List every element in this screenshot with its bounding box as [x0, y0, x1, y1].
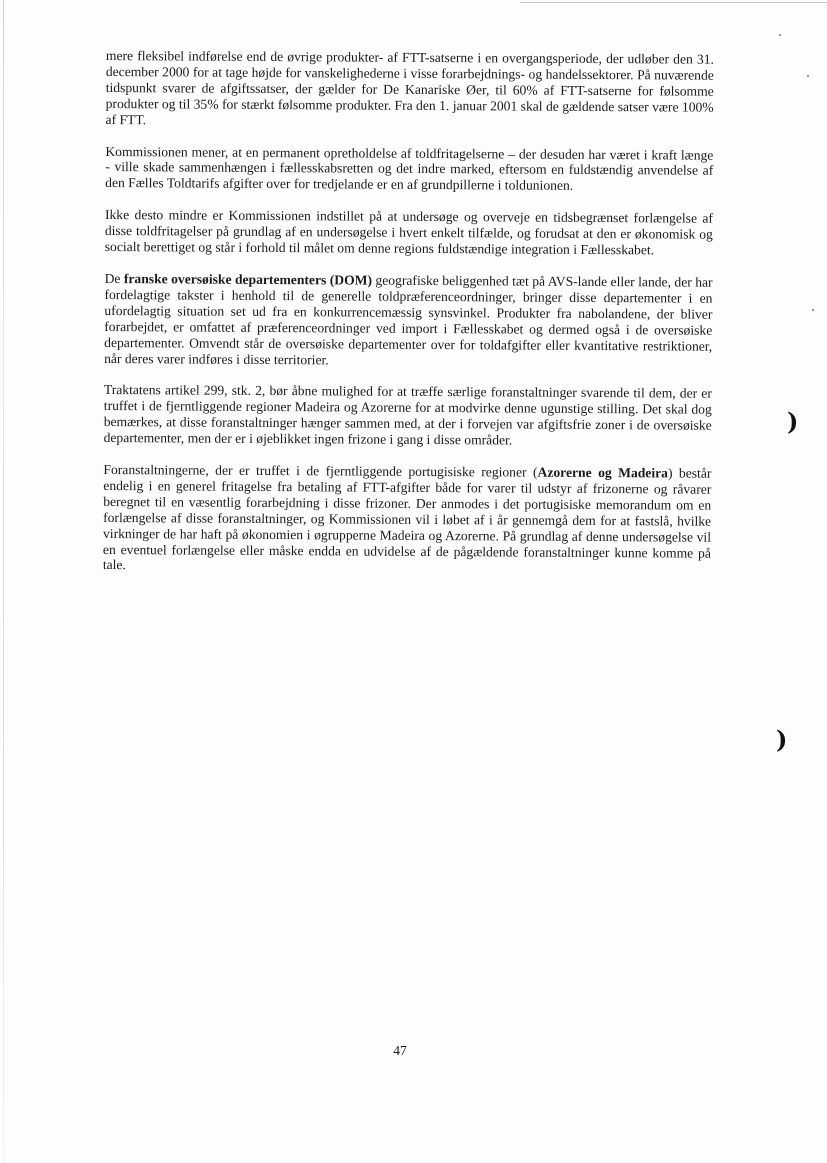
text-run: Traktatens artikel 299, stk. 2, bør åbne mulighed for at træffe særlige foranstaltninger svarende til dem, der er truffet i de fjerntliggende regioner Madeira og Azorerne for at modvirke denne ugunstige stilling. Det skal dog bemærkes, at disse foranstaltninger hænger sammen med, at der i forvejen var afgiftsfrie zoner i de oversøiske departementer, men der er i øjeblikket ingen frizone i gang i disse områder.	[103, 382, 712, 448]
text-run: Foranstaltningerne, der er truffet i de fjerntliggende portugisiske regioner (	[103, 462, 538, 480]
paragraph-2	[105, 144, 713, 195]
paragraph-6	[103, 462, 712, 577]
bold-text-run: franske oversøiske departementers (DOM)	[123, 271, 373, 288]
text-run: geografiske beliggenhed tæt på AVS-lande eller lande, der har fordelagtige takster i henhold til de generelle toldpræferenceordninger, bringer disse departementer i en ufordelagtig situation set ud fra en konkurrencemæssig synsvinkel. Produkter fra nabolandene, der bliver forarbejdet, er omfattet af præferenceordninger ved import i Fællesskabet og dermed også i de oversøiske departementer. Omvendt står de oversøiske departementer over for toldafgifter eller kvantitative restriktioner, når deres varer indføres i disse territorier.	[104, 272, 713, 367]
margin-bracket-mark: )	[787, 407, 799, 436]
scan-speck	[779, 34, 781, 36]
scan-edge-top	[520, 2, 827, 3]
text-run: De	[104, 270, 124, 287]
paragraph-3	[105, 207, 713, 258]
scan-edge-left	[3, 0, 4, 1163]
text-run: Ikke desto mindre er Kommissionen indstillet på at undersøge og overveje en tidsbegrænset forlængelse af disse toldfritagelser på grundlag af en undersøgelse i hvert enkelt tilfælde, og forudsat at den er økonomisk og socialt berettiget og står i forhold til målet om denne regions fuldstændige integration i Fællesskabet.	[104, 207, 714, 258]
bold-text-run: Azorerne og Madeira	[537, 464, 669, 481]
margin-bracket-mark: )	[776, 725, 788, 754]
text-run: Kommissionen mener, at en permanent opretholdelse af toldfritagelserne – der desuden har været i kraft længe - ville skade sammenhængen i fællesskabsretten og det indre marked, eftersom en fuldstændig anvendelse af den Fælles Toldtarifs afgifter over for tredjelande er en af grundpillerne i toldunionen.	[105, 143, 714, 194]
page-number: 47	[393, 1043, 407, 1058]
text-run: mere fleksibel indførelse end de øvrige produkter- af FTT-satserne i en overgangsperiode, der udløber den 31. december 2000 for at tage højde for vanskelighederne i visse forarbejdnings- og handelssektorer. På nuværende tidspunkt svarer de afgiftssatser, der gælder for De Kanariske Øer, til 60% af FTT-satserne for følsomme produkter og til 35% for stærkt følsomme produkter. Fra den 1. januar 2001 skal de gældende satser være 100% af FTT.	[105, 48, 714, 127]
scan-speck	[812, 309, 814, 311]
paragraph-5	[104, 382, 712, 449]
text-run: ) består endelig i en generel fritagelse fra betaling af FTT-afgifter både for varer til udstyr af frizonerne og råvarer beregnet til en væsentlig forarbejdning i disse frizoner. Der anmodes i det portugisiske memorandum om en forlængelse af disse foranstaltninger, og Kommissionen vil i løbet af i år gennemgå dem for at fastslå, hvilke virkninger de har haft på økonomien i øgrupperne Madeira og Azorerne. På grundlag af denne undersøgelse vil en eventuel forlængelse eller måske endda en udvidelse af de pågældende foranstaltninger kunne komme på tale.	[102, 465, 712, 573]
paragraph-1	[106, 48, 714, 131]
scan-speck	[807, 75, 809, 77]
paragraph-4	[104, 271, 713, 370]
document-body	[103, 48, 714, 593]
